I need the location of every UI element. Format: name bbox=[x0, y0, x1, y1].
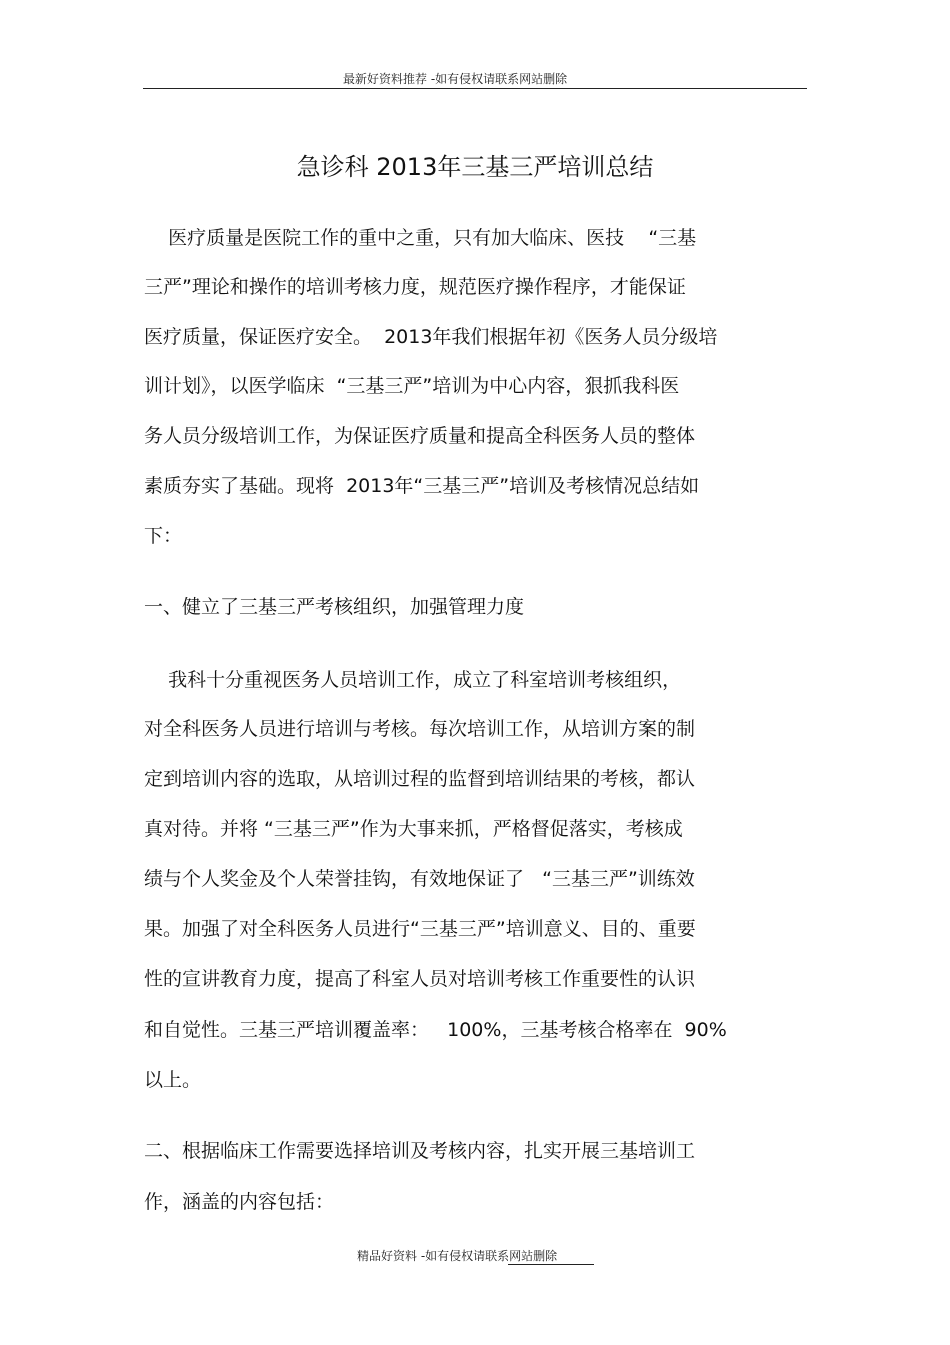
paragraph-line: 绩与个人奖金及个人荣誉挂钩，有效地保证了 “三基三严”训练效 bbox=[144, 868, 695, 890]
paragraph-line: 训计划》，以医学临床 “三基三严”培训为中心内容，狠抓我科医 bbox=[144, 375, 680, 397]
paragraph-line: 三严”理论和操作的培训考核力度，规范医疗操作程序，才能保证 bbox=[144, 276, 686, 298]
paragraph-line: 以上。 bbox=[144, 1069, 202, 1091]
paragraph-line: 医疗质量是医院工作的重中之重，只有加大临床、医技 “三基 bbox=[144, 227, 697, 249]
paragraph-line: 果。加强了对全科医务人员进行“三基三严”培训意义、目的、重要 bbox=[144, 918, 696, 940]
header-divider bbox=[143, 88, 807, 89]
document-title: 急诊科 2013年三基三严培训总结 bbox=[296, 153, 654, 181]
paragraph-line: 我科十分重视医务人员培训工作，成立了科室培训考核组织， bbox=[144, 669, 682, 691]
header-note: 最新好资料推荐 -如有侵权请联系网站删除 bbox=[343, 72, 568, 86]
paragraph-line: 真对待。并将 “三基三严”作为大事来抓，严格督促落实，考核成 bbox=[144, 818, 683, 840]
paragraph-line: 作，涵盖的内容包括： bbox=[144, 1191, 335, 1213]
section-heading-1: 一、健立了三基三严考核组织，加强管理力度 bbox=[144, 596, 525, 618]
paragraph-line: 素质夯实了基础。现将 2013年“三基三严”培训及考核情况总结如 bbox=[144, 475, 700, 497]
footer-underline bbox=[508, 1264, 594, 1265]
paragraph-line: 对全科医务人员进行培训与考核。每次培训工作，从培训方案的制 bbox=[144, 718, 696, 740]
paragraph-line: 务人员分级培训工作，为保证医疗质量和提高全科医务人员的整体 bbox=[144, 425, 696, 447]
paragraph-line: 医疗质量，保证医疗安全。 2013年我们根据年初《医务人员分级培 bbox=[144, 326, 718, 348]
footer-note: 精品好资料 -如有侵权请联系网站删除 bbox=[357, 1249, 558, 1263]
paragraph-line: 定到培训内容的选取，从培训过程的监督到培训结果的考核，都认 bbox=[144, 768, 696, 790]
paragraph-line: 二、根据临床工作需要选择培训及考核内容，扎实开展三基培训工 bbox=[144, 1140, 696, 1162]
paragraph-line: 性的宣讲教育力度，提高了科室人员对培训考核工作重要性的认识 bbox=[144, 968, 696, 990]
paragraph-line: 和自觉性。三基三严培训覆盖率： 100%，三基考核合格率在 90% bbox=[144, 1019, 727, 1041]
paragraph-line: 下： bbox=[144, 525, 183, 547]
